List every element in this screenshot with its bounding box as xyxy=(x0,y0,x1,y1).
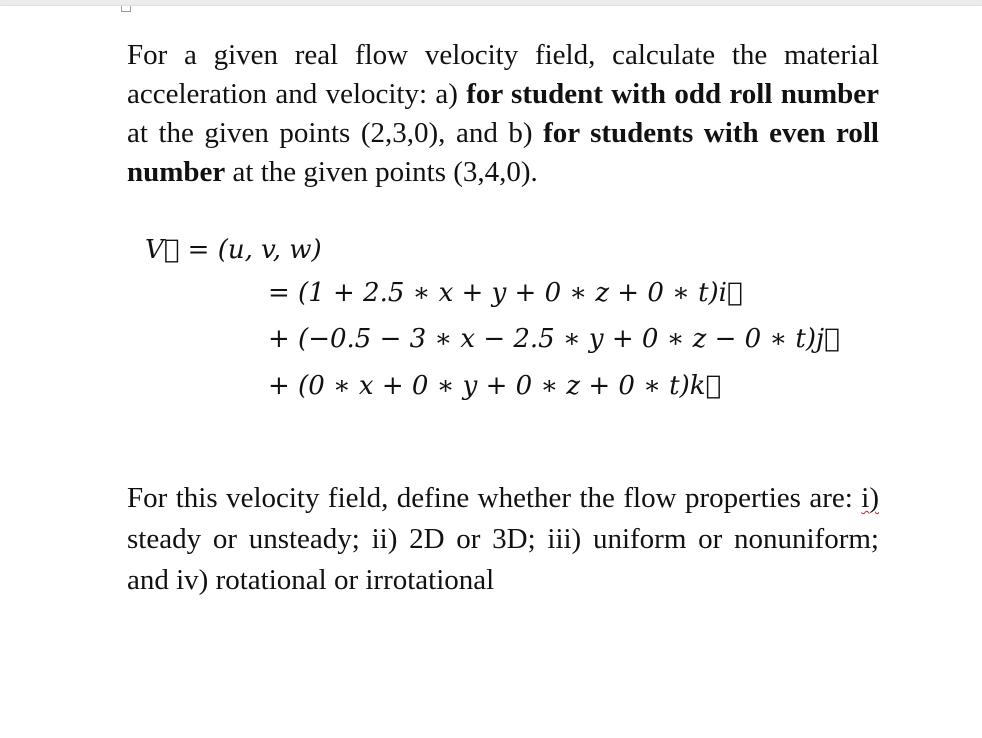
flow-text-2: steady or unsteady; ii) 2D or 3D; iii) uniform or nonuniform; and iv) rotational or irrotational xyxy=(127,523,879,596)
flow-properties-paragraph xyxy=(127,478,879,601)
spellcheck-flag-i[interactable]: i) xyxy=(861,482,879,514)
problem-bold-even: for students with even roll number xyxy=(127,117,879,188)
problem-text-2: at the given points (2,3,0), and b) xyxy=(127,117,544,149)
problem-text-3: at the given points (3,4,0). xyxy=(225,156,538,188)
equation-line-i-component: = (1 + 2.5 ∗ x + y + 0 ∗ z + 0 ∗ t)i⃗ xyxy=(268,278,743,308)
page-corner-marker xyxy=(121,6,131,12)
problem-statement-paragraph xyxy=(127,36,879,192)
equation-line-velocity-vector: V⃗ = (u, v, w) xyxy=(145,235,322,265)
equation-line-j-component: + (−0.5 − 3 ∗ x − 2.5 ∗ y + 0 ∗ z − 0 ∗ t)j⃗ xyxy=(268,324,840,354)
problem-text-1: For a given real flow velocity field, calculate the material acceleration and velocity: a) xyxy=(127,39,879,110)
flow-text-1: For this velocity field, define whether the flow properties are: xyxy=(127,482,862,514)
document-page xyxy=(0,6,982,738)
problem-bold-odd: for student with odd roll number xyxy=(466,78,880,110)
equation-line-k-component: + (0 ∗ x + 0 ∗ y + 0 ∗ z + 0 ∗ t)k⃗ xyxy=(268,371,722,401)
